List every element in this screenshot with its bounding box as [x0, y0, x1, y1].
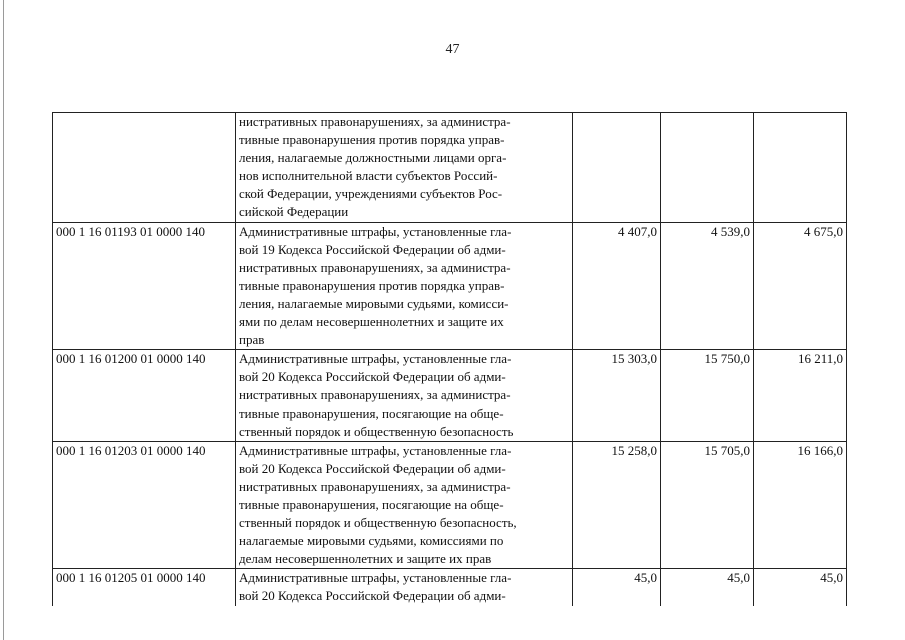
description-line: тивные правонарушения против порядка управ- [239, 277, 505, 293]
table-row [53, 113, 847, 223]
description-line: Административные штрафы, установленные гла- [239, 351, 512, 367]
scan-left-edge-line [3, 0, 4, 640]
revenue-code: 000 1 16 01193 01 0000 140 [53, 222, 236, 350]
revenue-description [236, 113, 573, 223]
amount-year-3 [754, 113, 847, 223]
description-line: ской Федерации, учреждениями субъектов Рос- [239, 186, 503, 202]
description-line: нов исполнительной власти субъектов Россий- [239, 168, 498, 184]
description-line: нистративных правонарушениях, за администра- [239, 259, 511, 275]
amount-year-1: 15 258,0 [573, 441, 661, 569]
revenue-code: 000 1 16 01200 01 0000 140 [53, 350, 236, 441]
amount-year-1: 45,0 [573, 569, 661, 606]
amount-year-2: 45,0 [661, 569, 754, 606]
description-line: тивные правонарушения против порядка управ- [239, 132, 505, 148]
revenue-description [236, 441, 573, 569]
revenue-description [236, 350, 573, 441]
revenue-description [236, 569, 573, 606]
description-line: вой 20 Кодекса Российской Федерации об адми- [239, 369, 506, 385]
table-row [53, 441, 847, 569]
description-line: вой 19 Кодекса Российской Федерации об адми- [239, 241, 506, 257]
description-line: нистративных правонарушениях, за администра- [239, 478, 511, 494]
description-line: Административные штрафы, установленные гла- [239, 223, 512, 239]
amount-year-2: 15 705,0 [661, 441, 754, 569]
amount-year-3: 16 211,0 [754, 350, 847, 441]
amount-year-1: 15 303,0 [573, 350, 661, 441]
revenue-code: 000 1 16 01205 01 0000 140 [53, 569, 236, 606]
description-line: ственный порядок и общественную безопасность, [239, 515, 517, 531]
description-line: вой 20 Кодекса Российской Федерации об адми- [239, 588, 506, 604]
revenue-code: 000 1 16 01203 01 0000 140 [53, 441, 236, 569]
table-row [53, 350, 847, 441]
description-line: ления, налагаемые мировыми судьями, комисси- [239, 295, 509, 311]
amount-year-3: 45,0 [754, 569, 847, 606]
description-line: ственный порядок и общественную безопасность [239, 423, 514, 439]
amount-year-3: 16 166,0 [754, 441, 847, 569]
amount-year-3: 4 675,0 [754, 222, 847, 350]
budget-revenue-table [52, 112, 847, 606]
amount-year-2: 15 750,0 [661, 350, 754, 441]
description-line: делам несовершеннолетних и защите их прав [239, 551, 492, 567]
description-line: прав [239, 332, 265, 348]
table-row [53, 569, 847, 606]
amount-year-1: 4 407,0 [573, 222, 661, 350]
description-line: тивные правонарушения, посягающие на обще- [239, 405, 504, 421]
description-line: налагаемые мировыми судьями, комиссиями по [239, 533, 504, 549]
description-line: вой 20 Кодекса Российской Федерации об адми- [239, 460, 506, 476]
description-line: сийской Федерации [239, 204, 349, 220]
description-line: ления, налагаемые должностными лицами орга- [239, 150, 507, 166]
revenue-code [53, 113, 236, 223]
revenue-description [236, 222, 573, 350]
description-line: нистративных правонарушениях, за администра- [239, 387, 511, 403]
table-row [53, 222, 847, 350]
amount-year-2 [661, 113, 754, 223]
description-line: Административные штрафы, установленные гла- [239, 442, 512, 458]
amount-year-2: 4 539,0 [661, 222, 754, 350]
amount-year-1 [573, 113, 661, 223]
description-line: тивные правонарушения, посягающие на обще- [239, 496, 504, 512]
page-number: 47 [445, 42, 460, 57]
description-line: ями по делам несовершеннолетних и защите их [239, 314, 504, 330]
description-line: нистративных правонарушениях, за администра- [239, 114, 511, 129]
description-line: Административные штрафы, установленные гла- [239, 570, 512, 586]
